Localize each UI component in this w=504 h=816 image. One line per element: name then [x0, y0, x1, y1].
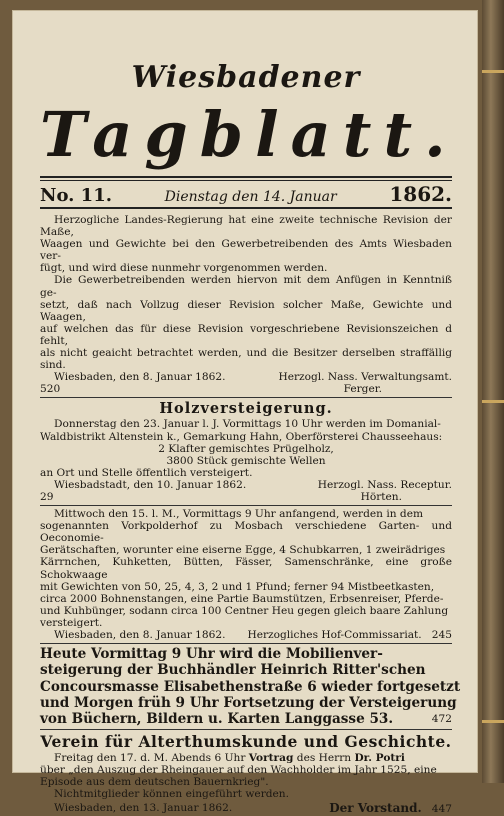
notice-ref-number: 472: [431, 712, 452, 725]
notice-ref-number: 447: [431, 803, 452, 816]
notice-line: Heute Vormittag 9 Uhr wird die Mobilienver-: [40, 646, 383, 663]
notice-signature-row: [40, 383, 452, 395]
notice-line: als nicht geaicht betrachtet werden, und die Besitzer derselben straffällig sind.: [40, 347, 452, 372]
lecture-label: Vortrag: [248, 752, 294, 765]
notice-line: [40, 752, 452, 764]
spine-band: [482, 400, 504, 403]
notice-line: Waagen und Gewichte bei den Gewerbetreibenden des Amts Wiesbaden ver-: [40, 238, 452, 263]
notice-last-line: [40, 711, 452, 727]
notice-authority-ref: [247, 629, 452, 641]
notice-line: Concoursmasse Elisabethenstraße 6 wieder fortgesetzt: [40, 678, 461, 695]
notice-line: steigerung der Buchhändler Heinrich Ritter'schen: [40, 662, 426, 679]
notice-line: Waldbistrikt Altenstein k., Gemarkung Hahn, Oberförsterei Chausseehaus:: [40, 430, 443, 443]
newspaper-page: [12, 10, 478, 816]
wood-auction-heading: Holzversteigerung.: [159, 400, 333, 418]
page-content: [40, 10, 461, 816]
notice-authority: Herzogl. Nass. Verwaltungsamt.: [278, 371, 452, 384]
issue-date: Dienstag den 14. Januar: [164, 189, 337, 205]
notice-authority: Herzogl. Nass. Receptur.: [317, 478, 452, 491]
masthead-town: Wiesbadener: [131, 60, 361, 95]
notice-ref-number: 29: [40, 490, 54, 503]
society-heading: Verein für Alterthumskunde und Geschichte.: [40, 732, 452, 752]
notice-line: auf welchen das für diese Revision vorgeschriebene Revisionszeichen d fehlt,: [40, 322, 452, 347]
notice-item: 3800 Stück gemischte Wellen: [166, 454, 326, 467]
notice-line: Herzogliche Landes-Regierung hat eine zweite technische Revision der Maße,: [40, 214, 452, 239]
notice-footer: [40, 802, 452, 815]
notice-line: an Ort und Stelle öffentlich versteigert.: [40, 466, 253, 479]
notice-line: setzt, daß nach Vollzug dieser Revision solcher Maße, Gewichte und Waagen,: [40, 298, 452, 323]
notice-item: 2 Klafter gemischtes Prügelholz,: [158, 442, 334, 455]
notice-ref-number: 520: [40, 383, 61, 396]
notice-line: Nichtmitglieder können eingeführt werden.: [54, 788, 290, 801]
issue-number: No. 11.: [40, 185, 112, 206]
notice-signer: Hörten.: [360, 490, 402, 503]
notice-ref-number: 245: [431, 629, 452, 641]
notice-authority: Der Vorstand.: [329, 801, 422, 816]
masthead-rule: [40, 176, 452, 178]
notice-line: circa 2000 Bohnenstangen, eine Partie Baumstützen, Erbsenreiser, Pferde-: [40, 592, 444, 605]
notice-line: Mittwoch den 15. l. M., Vormittags 9 Uhr anfangend, werden in dem: [54, 508, 424, 521]
notice-place-date: Wiesbaden, den 8. Januar 1862.: [54, 371, 226, 384]
notice-line: fügt, und wird diese nunmehr vorgenommen werden.: [40, 262, 328, 275]
issue-year: 1862.: [389, 182, 452, 206]
notice-line: mit Gewichten von 50, 25, 4, 3, 2 und 1 Pfund; ferner 94 Mistbeetkasten,: [40, 580, 435, 593]
notice-authority-ref: [329, 802, 452, 815]
notice-line: von Büchern, Bildern u. Karten Langgasse 53.: [40, 710, 394, 727]
divider: [40, 397, 452, 398]
notice-wood-auction: [40, 418, 452, 503]
notice-line: und Morgen früh 9 Uhr Fortsetzung der Versteigerung: [40, 694, 457, 711]
divider: [40, 729, 452, 730]
notice-signature-row: [40, 491, 452, 503]
notice-line: Die Gewerbetreibenden werden hiervon mit dem Anfügen in Kenntniß ge-: [40, 274, 452, 299]
notice-line: und Kuhbünger, sodann circa 100 Centner Heu gegen gleich baare Zahlung: [40, 604, 449, 617]
lecture-speaker: Dr. Potri: [354, 752, 405, 765]
notice-garden-auction: [40, 508, 452, 641]
notice-weights-revision: [40, 214, 452, 395]
notice-line: über „den Auszug der Rheingauer auf den Wachholder im Jahr 1525, eine: [40, 764, 437, 777]
notice-line: Gerätschaften, worunter eine eiserne Egge, 4 Schubkarren, 1 zweirädriges: [40, 544, 446, 557]
notice-estate-auction: [40, 646, 461, 727]
notice-society-lecture: [40, 752, 452, 815]
notice-line: versteigert.: [40, 616, 103, 629]
notice-line: Kärrnchen, Kuhketten, Bütten, Fässer, Samenschränke, eine große Schokwaage: [40, 556, 452, 581]
spine-band: [482, 70, 504, 73]
issue-line: [40, 181, 452, 207]
divider: [40, 643, 452, 644]
lecture-by: des Herrn: [296, 752, 352, 765]
notice-footer: [40, 371, 452, 383]
book-spine: [482, 0, 504, 783]
notice-line: Donnerstag den 23. Januar l. J. Vormittags 10 Uhr werden im Domanial-: [54, 418, 441, 431]
notice-authority: Herzogliches Hof-Commissariat.: [247, 629, 422, 641]
notice-place-date: Wiesbadstadt, den 10. Januar 1862.: [54, 478, 247, 491]
notice-signer: Ferger.: [343, 383, 382, 396]
notice-footer: [40, 479, 452, 491]
divider: [40, 505, 452, 506]
masthead-title: Tagblatt.: [40, 98, 458, 171]
notice-footer: [40, 629, 452, 641]
notice-line: Episode aus dem deutschen Bauernkrieg".: [40, 776, 269, 789]
notice-place-date: Wiesbaden, den 8. Januar 1862.: [54, 629, 226, 641]
notice-line: sogenannten Vorkpolderhof zu Mosbach verschiedene Garten- und Oeconomie-: [40, 520, 452, 545]
lecture-when: Freitag den 17. d. M. Abends 6 Uhr: [54, 752, 246, 765]
spine-band: [482, 720, 504, 723]
notice-place-date: Wiesbaden, den 13. Januar 1862.: [54, 802, 233, 815]
